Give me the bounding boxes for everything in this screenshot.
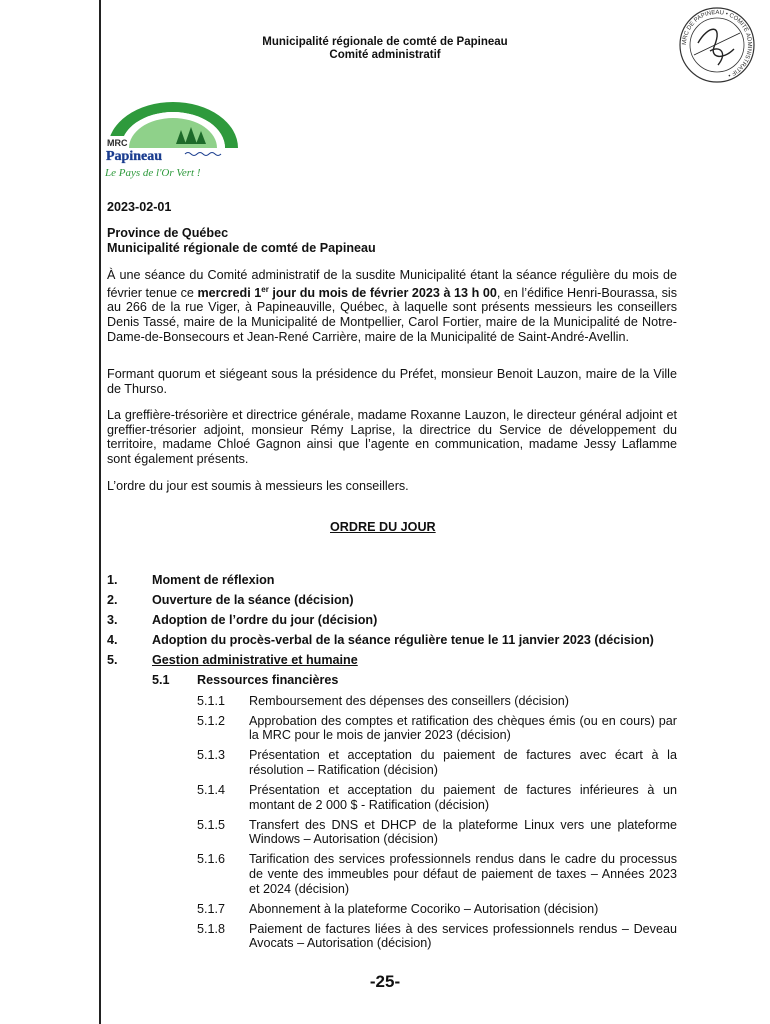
agenda-item-number: 5. (107, 653, 118, 668)
agenda-subitem (197, 852, 677, 896)
subitem-text: Abonnement à la plateforme Cocoriko – Autorisation (décision) (249, 901, 599, 916)
margin-rule (99, 0, 101, 1024)
subitem-number: 5.1.8 (197, 921, 226, 936)
agenda-subitem (197, 783, 677, 812)
agenda-item (107, 653, 677, 668)
agenda-item-text: Gestion administrative et humaine (152, 653, 358, 668)
subitem-number: 5.1.6 (197, 852, 226, 867)
p1-date-bold: mercredi 1er jour du mois de février 2023 à 13 h 00 (197, 284, 497, 300)
subitem-text: Paiement de factures liées à des services professionnels rendus – Deveau Avocats – Autorisation (décision) (249, 921, 677, 951)
jurisdiction-block (107, 226, 677, 255)
province-line: Province de Québec (107, 226, 229, 240)
p1-rest: , en l’édifice Henri-Bourassa, sis au 266 de la rue Viger, à Papineauville, Québec, à laquelle sont présents messieurs les conseillers Denis Tassé, maire de la Municipalité de Montpellier, Carol Fortier, maire de la Municipalité de Notre-Dame-de-Bonsecours et Jean-René Carrière, maire de la Municipalité de Saint-André-Avellin. (107, 285, 677, 344)
agenda-item (107, 573, 677, 588)
svg-text:Papineau: Papineau (106, 149, 163, 164)
agenda-item-text: Ouverture de la séance (décision) (152, 593, 354, 608)
staff-paragraph: La greffière-trésorière et directrice générale, madame Roxanne Lauzon, le directeur général adjoint et greffier-trésorier adjoint, monsieur Rémy Laprise, la directrice du Service de développement du territoire, madame Chloé Gagnon ainsi que l’agente en communication, madame Jessy Laflamme sont également présents. (107, 408, 677, 466)
agenda-title: ORDRE DU JOUR (330, 520, 436, 534)
svg-text:Le Pays de l'Or Vert !: Le Pays de l'Or Vert ! (105, 167, 201, 179)
agenda-item-number: 2. (107, 593, 118, 608)
svg-text:MRC: MRC (107, 138, 128, 148)
meeting-date: 2023-02-01 (107, 200, 172, 214)
subsection-number: 5.1 (152, 673, 170, 688)
subitem-text: Remboursement des dépenses des conseillers (décision) (249, 693, 569, 708)
subsection-title: Ressources financières (197, 673, 339, 688)
official-seal-stamp (676, 5, 758, 85)
agenda-subitem (197, 694, 677, 709)
agenda-item-text: Adoption du procès-verbal de la séance régulière tenue le 11 janvier 2023 (décision) (152, 633, 654, 648)
municipality-line: Municipalité régionale de comté de Papineau (107, 240, 376, 255)
subitem-text: Présentation et acceptation du paiement de factures avec écart à la résolution – Ratification (décision) (249, 748, 677, 777)
agenda-subitem (197, 748, 677, 777)
mrc-papineau-logo (103, 100, 243, 180)
agenda-item-number: 4. (107, 633, 118, 648)
header-committee: Comité administratif (329, 49, 441, 61)
agenda-item (107, 593, 677, 608)
agenda-submitted-paragraph: L’ordre du jour est soumis à messieurs les conseillers. (107, 479, 409, 493)
subitem-number: 5.1.4 (197, 783, 226, 798)
subitem-text: Transfert des DNS et DHCP de la plateforme Linux vers une plateforme Windows – Autorisation (décision) (249, 817, 677, 847)
agenda-list (107, 573, 677, 956)
subitem-number: 5.1.3 (197, 748, 226, 763)
agenda-subitem (197, 922, 677, 951)
agenda-item-number: 3. (107, 613, 118, 628)
p1-intro: À une séance du Comité administratif de la susdite Municipalité étant la séance régulière du mois de février tenue ce (107, 268, 677, 300)
agenda-item-text: Moment de réflexion (152, 573, 275, 587)
subitem-number: 5.1.1 (197, 693, 226, 708)
header-org: Municipalité régionale de comté de Papineau (262, 36, 508, 48)
subitem-text: Tarification des services professionnels rendus dans le cadre du processus de vente des immeubles pour défaut de paiement de taxes – Années 2023 et 2024 (décision) (249, 852, 677, 896)
agenda-subitem (197, 818, 677, 847)
document-header (0, 36, 770, 62)
svg-text:MRC DE PAPINEAU • COMITÉ ADMIN: MRC DE PAPINEAU • COMITÉ ADMINISTRATIF • (681, 9, 753, 78)
page-number: -25- (369, 972, 401, 991)
subitem-text: Approbation des comptes et ratification des chèques émis (ou en cours) par la MRC pour le mois de janvier 2023 (décision) (249, 713, 677, 743)
agenda-subitem (197, 714, 677, 743)
subitem-number: 5.1.7 (197, 901, 226, 916)
subitem-number: 5.1.2 (197, 713, 226, 728)
agenda-subsection (152, 673, 677, 688)
agenda-item-text: Adoption de l’ordre du jour (décision) (152, 613, 378, 628)
agenda-item (107, 633, 677, 648)
agenda-item-number: 1. (107, 573, 118, 587)
agenda-item (107, 613, 677, 628)
attendance-paragraph (107, 268, 677, 344)
subitem-text: Présentation et acceptation du paiement de factures inférieures à un montant de 2 000 $ - Ratification (décision) (249, 783, 677, 812)
quorum-paragraph: Formant quorum et siégeant sous la présidence du Préfet, monsieur Benoit Lauzon, maire de la Ville de Thurso. (107, 367, 677, 396)
agenda-subitem (197, 902, 677, 917)
subitem-number: 5.1.5 (197, 817, 226, 832)
